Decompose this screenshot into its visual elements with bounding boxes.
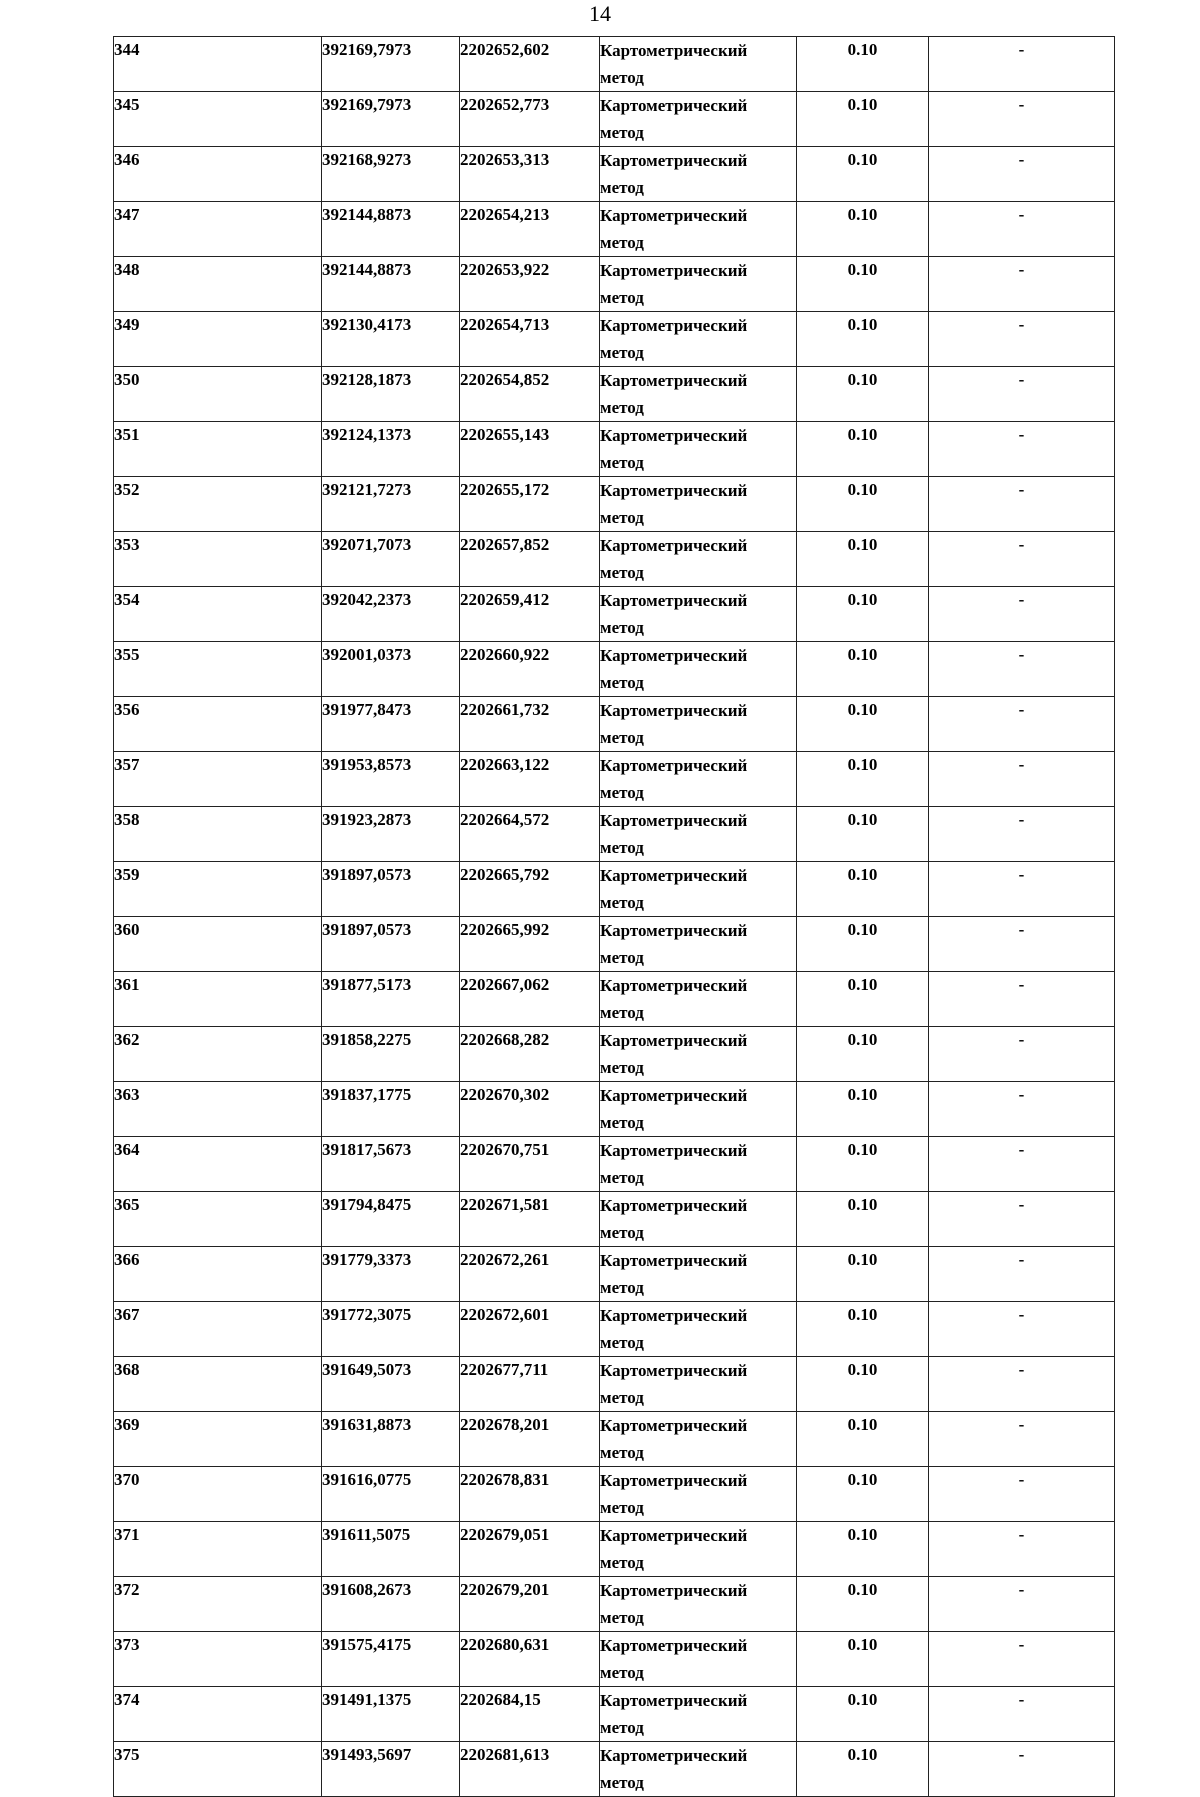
method-cell (600, 1522, 797, 1577)
method-cell (600, 1632, 797, 1687)
description-cell: - (929, 1137, 1115, 1192)
y-coordinate-cell: 2202679,201 (460, 1577, 600, 1632)
method-line-2: метод (600, 178, 644, 197)
y-coordinate-cell: 2202652,773 (460, 92, 600, 147)
y-coordinate-cell: 2202655,143 (460, 422, 600, 477)
x-coordinate-cell: 391897,0573 (322, 862, 460, 917)
precision-cell: 0.10 (797, 1632, 929, 1687)
method-cell (600, 1082, 797, 1137)
point-number-cell: 348 (114, 257, 322, 312)
page-number: 14 (589, 1, 611, 26)
method-line-2: метод (600, 838, 644, 857)
method-cell (600, 367, 797, 422)
method-line-2: метод (600, 1443, 644, 1462)
table-row (114, 202, 1115, 257)
precision-cell: 0.10 (797, 477, 929, 532)
y-coordinate-cell: 2202668,282 (460, 1027, 600, 1082)
x-coordinate-cell: 391837,1775 (322, 1082, 460, 1137)
table-row (114, 1412, 1115, 1467)
method-cell (600, 477, 797, 532)
method-line-2: метод (600, 673, 644, 692)
precision-cell: 0.10 (797, 312, 929, 367)
precision-cell: 0.10 (797, 642, 929, 697)
description-cell: - (929, 312, 1115, 367)
precision-cell: 0.10 (797, 1467, 929, 1522)
precision-cell: 0.10 (797, 92, 929, 147)
description-cell: - (929, 587, 1115, 642)
x-coordinate-cell: 391923,2873 (322, 807, 460, 862)
description-cell: - (929, 1357, 1115, 1412)
method-line-1: Картометрический (600, 1141, 748, 1160)
y-coordinate-cell: 2202670,751 (460, 1137, 600, 1192)
table-row (114, 587, 1115, 642)
method-cell (600, 312, 797, 367)
y-coordinate-cell: 2202653,922 (460, 257, 600, 312)
y-coordinate-cell: 2202663,122 (460, 752, 600, 807)
method-line-2: метод (600, 123, 644, 142)
method-cell (600, 1467, 797, 1522)
description-cell: - (929, 697, 1115, 752)
point-number-cell: 359 (114, 862, 322, 917)
method-cell (600, 697, 797, 752)
point-number-cell: 363 (114, 1082, 322, 1137)
point-number-cell: 358 (114, 807, 322, 862)
x-coordinate-cell: 391897,0573 (322, 917, 460, 972)
method-line-1: Картометрический (600, 371, 748, 390)
y-coordinate-cell: 2202684,15 (460, 1687, 600, 1742)
coordinates-table (113, 36, 1115, 1797)
table-row (114, 1357, 1115, 1412)
method-line-1: Картометрический (600, 1581, 748, 1600)
y-coordinate-cell: 2202670,302 (460, 1082, 600, 1137)
y-coordinate-cell: 2202665,992 (460, 917, 600, 972)
method-line-2: метод (600, 1168, 644, 1187)
x-coordinate-cell: 391858,2275 (322, 1027, 460, 1082)
point-number-cell: 375 (114, 1742, 322, 1797)
method-cell (600, 257, 797, 312)
method-line-2: метод (600, 563, 644, 582)
x-coordinate-cell: 392042,2373 (322, 587, 460, 642)
method-cell (600, 1412, 797, 1467)
method-line-1: Картометрический (600, 1031, 748, 1050)
method-cell (600, 1687, 797, 1742)
method-line-2: метод (600, 1333, 644, 1352)
y-coordinate-cell: 2202671,581 (460, 1192, 600, 1247)
precision-cell: 0.10 (797, 1137, 929, 1192)
method-cell (600, 532, 797, 587)
method-cell (600, 92, 797, 147)
table-row (114, 1247, 1115, 1302)
method-line-1: Картометрический (600, 316, 748, 335)
description-cell: - (929, 1687, 1115, 1742)
description-cell: - (929, 1247, 1115, 1302)
x-coordinate-cell: 391631,8873 (322, 1412, 460, 1467)
y-coordinate-cell: 2202672,261 (460, 1247, 600, 1302)
method-cell (600, 642, 797, 697)
method-line-2: метод (600, 1388, 644, 1407)
method-line-1: Картометрический (600, 866, 748, 885)
description-cell: - (929, 1632, 1115, 1687)
table-row (114, 477, 1115, 532)
method-cell (600, 37, 797, 92)
precision-cell: 0.10 (797, 1082, 929, 1137)
description-cell: - (929, 972, 1115, 1027)
precision-cell: 0.10 (797, 752, 929, 807)
method-cell (600, 1247, 797, 1302)
method-line-2: метод (600, 453, 644, 472)
x-coordinate-cell: 392001,0373 (322, 642, 460, 697)
x-coordinate-cell: 391649,5073 (322, 1357, 460, 1412)
x-coordinate-cell: 391817,5673 (322, 1137, 460, 1192)
table-row (114, 312, 1115, 367)
method-line-2: метод (600, 343, 644, 362)
y-coordinate-cell: 2202661,732 (460, 697, 600, 752)
point-number-cell: 360 (114, 917, 322, 972)
precision-cell: 0.10 (797, 1247, 929, 1302)
method-line-1: Картометрический (600, 426, 748, 445)
y-coordinate-cell: 2202654,852 (460, 367, 600, 422)
point-number-cell: 367 (114, 1302, 322, 1357)
method-line-2: метод (600, 948, 644, 967)
table-row (114, 1742, 1115, 1797)
method-line-1: Картометрический (600, 151, 748, 170)
point-number-cell: 364 (114, 1137, 322, 1192)
precision-cell: 0.10 (797, 1192, 929, 1247)
method-line-2: метод (600, 1773, 644, 1792)
point-number-cell: 366 (114, 1247, 322, 1302)
x-coordinate-cell: 392169,7973 (322, 92, 460, 147)
point-number-cell: 374 (114, 1687, 322, 1742)
method-cell (600, 1192, 797, 1247)
point-number-cell: 353 (114, 532, 322, 587)
precision-cell: 0.10 (797, 1027, 929, 1082)
point-number-cell: 346 (114, 147, 322, 202)
point-number-cell: 354 (114, 587, 322, 642)
description-cell: - (929, 807, 1115, 862)
method-line-1: Картометрический (600, 1306, 748, 1325)
table-row (114, 257, 1115, 312)
description-cell: - (929, 202, 1115, 257)
x-coordinate-cell: 392144,8873 (322, 257, 460, 312)
precision-cell: 0.10 (797, 917, 929, 972)
point-number-cell: 344 (114, 37, 322, 92)
point-number-cell: 352 (114, 477, 322, 532)
precision-cell: 0.10 (797, 422, 929, 477)
method-line-1: Картометрический (600, 206, 748, 225)
method-cell (600, 1577, 797, 1632)
table-row (114, 1687, 1115, 1742)
table-row (114, 807, 1115, 862)
method-line-1: Картометрический (600, 261, 748, 280)
method-cell (600, 917, 797, 972)
x-coordinate-cell: 391794,8475 (322, 1192, 460, 1247)
precision-cell: 0.10 (797, 1302, 929, 1357)
method-cell (600, 587, 797, 642)
table-row (114, 972, 1115, 1027)
method-cell (600, 1137, 797, 1192)
description-cell: - (929, 147, 1115, 202)
description-cell: - (929, 1302, 1115, 1357)
x-coordinate-cell: 392144,8873 (322, 202, 460, 257)
x-coordinate-cell: 391608,2673 (322, 1577, 460, 1632)
method-line-1: Картометрический (600, 1636, 748, 1655)
method-line-2: метод (600, 1663, 644, 1682)
x-coordinate-cell: 392124,1373 (322, 422, 460, 477)
precision-cell: 0.10 (797, 862, 929, 917)
precision-cell: 0.10 (797, 1357, 929, 1412)
description-cell: - (929, 532, 1115, 587)
method-line-2: метод (600, 1113, 644, 1132)
method-line-1: Картометрический (600, 976, 748, 995)
description-cell: - (929, 1027, 1115, 1082)
y-coordinate-cell: 2202672,601 (460, 1302, 600, 1357)
x-coordinate-cell: 391877,5173 (322, 972, 460, 1027)
precision-cell: 0.10 (797, 532, 929, 587)
method-line-1: Картометрический (600, 646, 748, 665)
description-cell: - (929, 752, 1115, 807)
precision-cell: 0.10 (797, 202, 929, 257)
y-coordinate-cell: 2202652,602 (460, 37, 600, 92)
precision-cell: 0.10 (797, 367, 929, 422)
point-number-cell: 370 (114, 1467, 322, 1522)
method-line-1: Картометрический (600, 756, 748, 775)
method-cell (600, 202, 797, 257)
table-row (114, 1027, 1115, 1082)
table-row (114, 1632, 1115, 1687)
precision-cell: 0.10 (797, 972, 929, 1027)
table-row (114, 862, 1115, 917)
method-cell (600, 752, 797, 807)
precision-cell: 0.10 (797, 1687, 929, 1742)
table-row (114, 1137, 1115, 1192)
point-number-cell: 365 (114, 1192, 322, 1247)
table-row (114, 1302, 1115, 1357)
precision-cell: 0.10 (797, 1577, 929, 1632)
method-line-1: Картометрический (600, 1416, 748, 1435)
method-line-2: метод (600, 1553, 644, 1572)
method-line-2: метод (600, 508, 644, 527)
method-line-1: Картометрический (600, 1691, 748, 1710)
description-cell: - (929, 257, 1115, 312)
x-coordinate-cell: 392168,9273 (322, 147, 460, 202)
method-cell (600, 1302, 797, 1357)
point-number-cell: 350 (114, 367, 322, 422)
description-cell: - (929, 642, 1115, 697)
point-number-cell: 347 (114, 202, 322, 257)
method-line-1: Картометрический (600, 701, 748, 720)
table-row (114, 147, 1115, 202)
precision-cell: 0.10 (797, 1412, 929, 1467)
description-cell: - (929, 92, 1115, 147)
method-line-1: Картометрический (600, 811, 748, 830)
method-line-1: Картометрический (600, 1526, 748, 1545)
table-row (114, 1192, 1115, 1247)
method-line-2: метод (600, 618, 644, 637)
x-coordinate-cell: 391977,8473 (322, 697, 460, 752)
method-line-1: Картометрический (600, 1361, 748, 1380)
point-number-cell: 345 (114, 92, 322, 147)
point-number-cell: 371 (114, 1522, 322, 1577)
x-coordinate-cell: 391493,5697 (322, 1742, 460, 1797)
description-cell: - (929, 1577, 1115, 1632)
precision-cell: 0.10 (797, 697, 929, 752)
method-line-1: Картометрический (600, 1196, 748, 1215)
method-line-2: метод (600, 1718, 644, 1737)
description-cell: - (929, 1192, 1115, 1247)
method-line-1: Картометрический (600, 41, 748, 60)
y-coordinate-cell: 2202653,313 (460, 147, 600, 202)
x-coordinate-cell: 391575,4175 (322, 1632, 460, 1687)
method-line-2: метод (600, 893, 644, 912)
y-coordinate-cell: 2202667,062 (460, 972, 600, 1027)
x-coordinate-cell: 391953,8573 (322, 752, 460, 807)
point-number-cell: 373 (114, 1632, 322, 1687)
y-coordinate-cell: 2202659,412 (460, 587, 600, 642)
y-coordinate-cell: 2202677,711 (460, 1357, 600, 1412)
x-coordinate-cell: 392169,7973 (322, 37, 460, 92)
table-row (114, 752, 1115, 807)
method-line-1: Картометрический (600, 536, 748, 555)
method-cell (600, 972, 797, 1027)
method-line-2: метод (600, 233, 644, 252)
precision-cell: 0.10 (797, 807, 929, 862)
method-line-2: метод (600, 1278, 644, 1297)
y-coordinate-cell: 2202654,213 (460, 202, 600, 257)
method-cell (600, 1742, 797, 1797)
x-coordinate-cell: 392071,7073 (322, 532, 460, 587)
y-coordinate-cell: 2202680,631 (460, 1632, 600, 1687)
table-row (114, 37, 1115, 92)
table-row (114, 1082, 1115, 1137)
method-line-1: Картометрический (600, 921, 748, 940)
point-number-cell: 349 (114, 312, 322, 367)
point-number-cell: 355 (114, 642, 322, 697)
table-row (114, 1522, 1115, 1577)
point-number-cell: 372 (114, 1577, 322, 1632)
description-cell: - (929, 917, 1115, 972)
y-coordinate-cell: 2202657,852 (460, 532, 600, 587)
y-coordinate-cell: 2202681,613 (460, 1742, 600, 1797)
method-line-1: Картометрический (600, 1251, 748, 1270)
x-coordinate-cell: 391779,3373 (322, 1247, 460, 1302)
method-line-1: Картометрический (600, 1471, 748, 1490)
y-coordinate-cell: 2202654,713 (460, 312, 600, 367)
description-cell: - (929, 367, 1115, 422)
method-cell (600, 1027, 797, 1082)
y-coordinate-cell: 2202665,792 (460, 862, 600, 917)
method-line-2: метод (600, 1498, 644, 1517)
method-line-2: метод (600, 1608, 644, 1627)
precision-cell: 0.10 (797, 1522, 929, 1577)
description-cell: - (929, 1742, 1115, 1797)
point-number-cell: 368 (114, 1357, 322, 1412)
description-cell: - (929, 1412, 1115, 1467)
method-line-2: метод (600, 1003, 644, 1022)
method-cell (600, 1357, 797, 1412)
point-number-cell: 361 (114, 972, 322, 1027)
method-cell (600, 862, 797, 917)
y-coordinate-cell: 2202678,831 (460, 1467, 600, 1522)
method-line-1: Картометрический (600, 96, 748, 115)
x-coordinate-cell: 392128,1873 (322, 367, 460, 422)
point-number-cell: 356 (114, 697, 322, 752)
method-line-2: метод (600, 783, 644, 802)
x-coordinate-cell: 392121,7273 (322, 477, 460, 532)
y-coordinate-cell: 2202660,922 (460, 642, 600, 697)
x-coordinate-cell: 391491,1375 (322, 1687, 460, 1742)
y-coordinate-cell: 2202655,172 (460, 477, 600, 532)
description-cell: - (929, 37, 1115, 92)
y-coordinate-cell: 2202664,572 (460, 807, 600, 862)
description-cell: - (929, 862, 1115, 917)
description-cell: - (929, 1522, 1115, 1577)
y-coordinate-cell: 2202678,201 (460, 1412, 600, 1467)
precision-cell: 0.10 (797, 37, 929, 92)
method-line-2: метод (600, 288, 644, 307)
table-row (114, 532, 1115, 587)
x-coordinate-cell: 391772,3075 (322, 1302, 460, 1357)
method-line-2: метод (600, 728, 644, 747)
method-cell (600, 807, 797, 862)
y-coordinate-cell: 2202679,051 (460, 1522, 600, 1577)
table-row (114, 367, 1115, 422)
precision-cell: 0.10 (797, 147, 929, 202)
point-number-cell: 357 (114, 752, 322, 807)
method-line-2: метод (600, 398, 644, 417)
method-cell (600, 422, 797, 477)
coordinates-table-body (114, 37, 1115, 1797)
method-line-1: Картометрический (600, 1746, 748, 1765)
point-number-cell: 369 (114, 1412, 322, 1467)
precision-cell: 0.10 (797, 587, 929, 642)
x-coordinate-cell: 391616,0775 (322, 1467, 460, 1522)
method-line-2: метод (600, 1223, 644, 1242)
table-row (114, 917, 1115, 972)
description-cell: - (929, 422, 1115, 477)
method-line-1: Картометрический (600, 1086, 748, 1105)
table-row (114, 1577, 1115, 1632)
table-row (114, 422, 1115, 477)
description-cell: - (929, 1082, 1115, 1137)
precision-cell: 0.10 (797, 1742, 929, 1797)
point-number-cell: 351 (114, 422, 322, 477)
method-line-2: метод (600, 1058, 644, 1077)
table-row (114, 92, 1115, 147)
table-row (114, 697, 1115, 752)
method-line-1: Картометрический (600, 591, 748, 610)
method-line-1: Картометрический (600, 481, 748, 500)
method-cell (600, 147, 797, 202)
precision-cell: 0.10 (797, 257, 929, 312)
table-row (114, 642, 1115, 697)
table-row (114, 1467, 1115, 1522)
x-coordinate-cell: 392130,4173 (322, 312, 460, 367)
x-coordinate-cell: 391611,5075 (322, 1522, 460, 1577)
point-number-cell: 362 (114, 1027, 322, 1082)
method-line-2: метод (600, 68, 644, 87)
description-cell: - (929, 477, 1115, 532)
description-cell: - (929, 1467, 1115, 1522)
